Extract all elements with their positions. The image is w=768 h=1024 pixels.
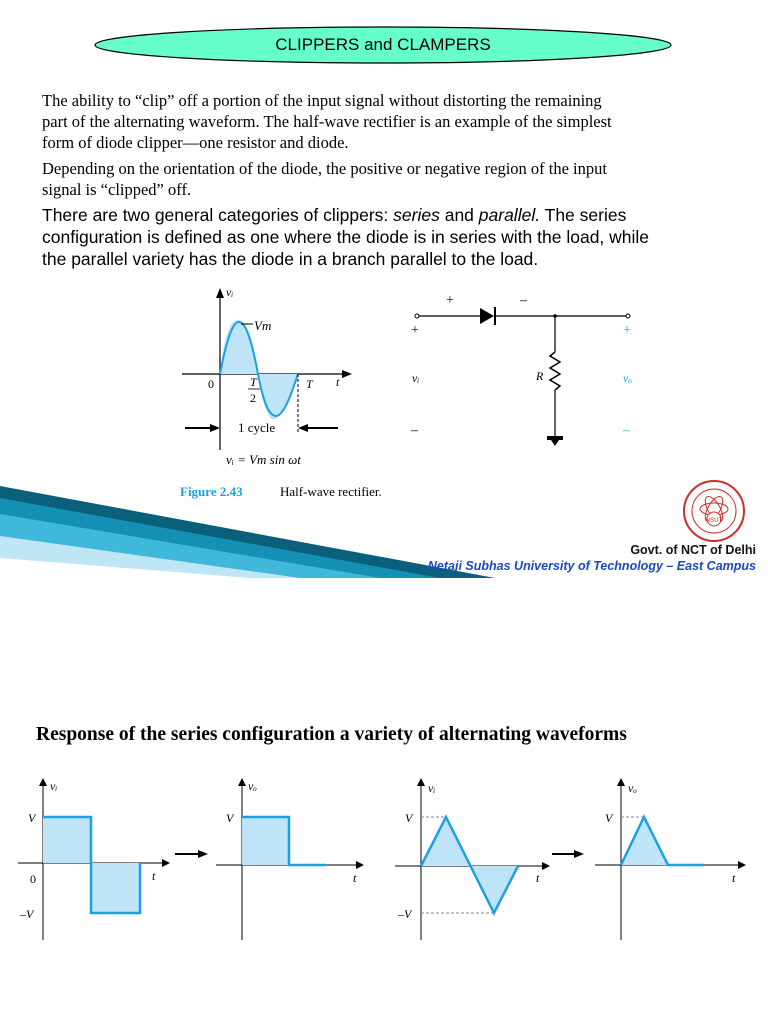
text-fragment: The series <box>540 205 627 225</box>
input-voltage-label: vᵢ <box>412 371 420 385</box>
org-government: Govt. of NCT of Delhi <box>630 543 756 557</box>
triangle-input-graph <box>395 780 548 940</box>
slide-title: CLIPPERS and CLAMPERS <box>275 35 491 54</box>
t-half-num: T <box>250 375 257 389</box>
text-line <box>42 204 752 226</box>
vo-label: vₒ <box>248 779 257 793</box>
vi-label: vᵢ <box>50 779 58 793</box>
cycle-arrowhead-right <box>298 424 308 432</box>
t-label: t <box>536 871 540 885</box>
waveform-responses <box>0 770 768 945</box>
diode-icon <box>480 308 494 324</box>
origin-label: 0 <box>208 377 214 391</box>
zero-label: 0 <box>30 872 36 886</box>
transform-arrow-icon <box>552 850 584 858</box>
nsut-logo <box>682 479 746 543</box>
text-line: the parallel variety has the diode in a branch parallel to the load. <box>42 249 539 269</box>
text-line: The ability to “clip” off a portion of the input signal without distorting the remaining <box>42 91 602 110</box>
text-fragment: There are two general categories of clippers: <box>42 205 394 225</box>
intro-paragraph <box>42 90 742 153</box>
orientation-paragraph <box>42 158 742 200</box>
vi-axis-label: vᵢ <box>226 285 234 299</box>
neg-v-label: –V <box>20 907 34 921</box>
vo-label: vₒ <box>628 781 637 795</box>
square-input-graph <box>18 779 168 940</box>
v-label: V <box>28 811 36 825</box>
decorative-banner <box>0 478 500 578</box>
output-minus: – <box>623 423 630 438</box>
emphasis-parallel: parallel. <box>478 205 541 225</box>
time-axis-arrow <box>342 370 352 378</box>
vi-axis-arrow <box>216 288 224 298</box>
response-heading: Response of the series configuration a variety of alternating waveforms <box>36 724 627 745</box>
v-label: V <box>226 811 234 825</box>
vi-label: vᵢ <box>428 781 436 795</box>
transform-arrow-icon <box>175 850 208 858</box>
output-plus: + <box>623 323 631 338</box>
cycle-label: 1 cycle <box>238 420 276 435</box>
emphasis-series: series <box>393 205 440 225</box>
diode-plus: + <box>446 293 454 308</box>
period-label: T <box>306 377 313 391</box>
time-label: t <box>336 375 340 389</box>
equation-label: vᵢ = Vm sin ωt <box>226 452 301 467</box>
square-output-graph <box>216 779 362 940</box>
input-plus: + <box>411 323 419 338</box>
t-label: t <box>732 871 736 885</box>
v-label: V <box>605 811 613 825</box>
text-fragment: and <box>439 205 479 225</box>
text-line: part of the alternating waveform. The half-wave rectifier is an example of the simplest <box>42 112 612 131</box>
diode-minus: – <box>520 293 527 308</box>
text-line: Depending on the orientation of the diode, the positive or negative region of the input <box>42 159 607 178</box>
input-minus: – <box>411 423 418 438</box>
vm-label: Vm <box>254 318 272 333</box>
resistor-label: R <box>536 369 544 383</box>
half-wave-rectifier-figure <box>170 282 650 507</box>
triangle-output-graph <box>595 780 744 940</box>
text-line: configuration is defined as one where the diode is in series with the load, while <box>42 227 650 247</box>
ground-icon <box>547 436 563 440</box>
text-line: form of diode clipper—one resistor and diode. <box>42 133 349 152</box>
cycle-arrowhead-left <box>210 424 220 432</box>
figure-number: Figure 2.43 <box>180 484 243 499</box>
t-label: t <box>152 869 156 883</box>
t-half-den: 2 <box>250 391 256 405</box>
text-line: signal is “clipped” off. <box>42 180 192 199</box>
org-university: Netaji Subhas University of Technology – East Campus <box>427 559 756 573</box>
input-terminal-top <box>415 314 419 318</box>
resistor-icon <box>550 352 560 390</box>
logo-text: NSUT <box>705 518 723 524</box>
output-voltage-label: vₒ <box>623 371 632 385</box>
t-label: t <box>353 871 357 885</box>
neg-v-label: –V <box>398 907 412 921</box>
v-label: V <box>405 811 413 825</box>
output-terminal-top <box>626 314 630 318</box>
ground-icon-tip <box>551 440 559 446</box>
categories-paragraph <box>42 204 752 270</box>
figure-caption: Half-wave rectifier. <box>280 484 382 499</box>
